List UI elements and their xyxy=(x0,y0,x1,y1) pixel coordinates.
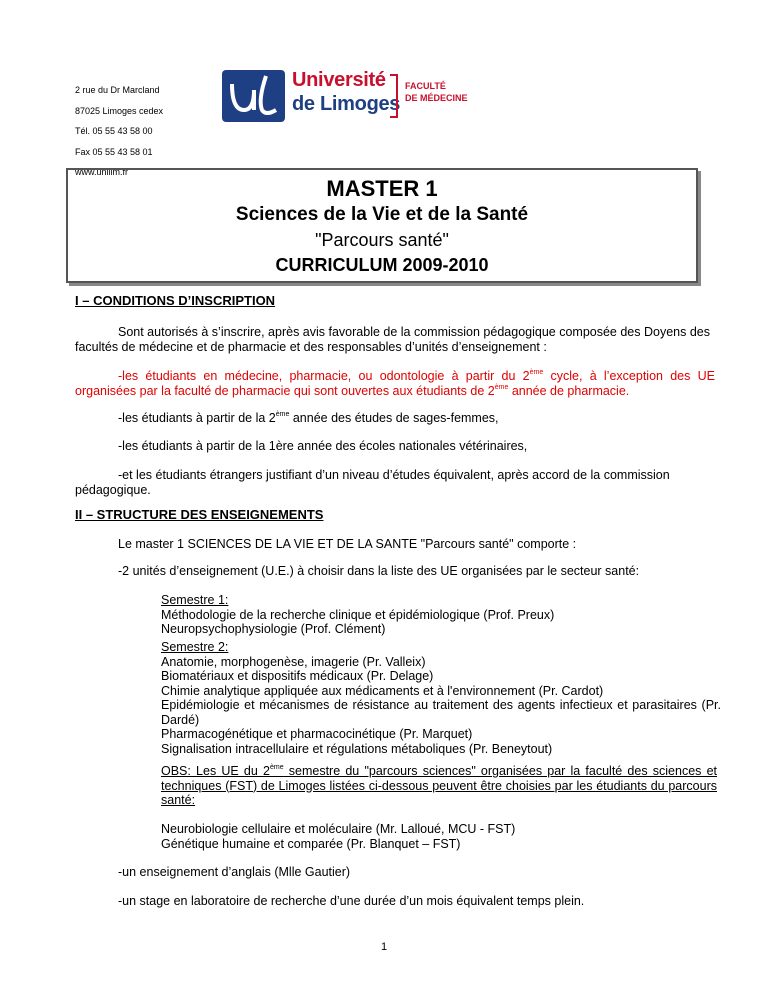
semester2-block xyxy=(161,640,721,756)
logo-bracket xyxy=(390,74,398,118)
semester1-block xyxy=(161,593,721,637)
title-master: MASTER 1 xyxy=(326,176,438,201)
title-parcours: "Parcours santé" xyxy=(315,230,449,250)
semester2-item: Pharmacogénétique et pharmacocinétique (Pr. Marquet) xyxy=(161,727,473,741)
semester2-item: Chimie analytique appliquée aux médicaments et à l'environnement (Pr. Cardot) xyxy=(161,683,604,698)
semester2-item: Epidémiologie et mécanismes de résistance au traitement des agents infectieux et parasitaires (Pr. Dardé) xyxy=(161,698,721,727)
section2-intro: Le master 1 SCIENCES DE LA VIE ET DE LA SANTE "Parcours santé" comporte : xyxy=(118,537,577,551)
university-logo xyxy=(222,70,482,122)
eligibility-midwives: -les étudiants à partir de la 2ème année des études de sages-femmes, xyxy=(118,411,499,425)
ue-intro: -2 unités d’enseignement (U.E.) à choisir dans la liste des UE organisées par le secteur santé: xyxy=(118,564,640,578)
page-number: 1 xyxy=(380,941,388,953)
faculty-line1: FACULTÉ xyxy=(405,81,446,91)
fst-item: Neurobiologie cellulaire et moléculaire (Mr. Lalloué, MCU - FST) xyxy=(161,822,516,836)
semester2-label: Semestre 2: xyxy=(161,640,229,654)
obs-note: OBS: Les UE du 2ème semestre du "parcours sciences" organisées par la faculté des sciences et techniques (FST) de Limoges listées ci-dessous peuvent être choisies par les étudiants du parcours santé: xyxy=(161,764,717,807)
faculty-line2: DE MÉDECINE xyxy=(405,93,468,103)
english-course: -un enseignement d’anglais (Mlle Gautier) xyxy=(118,865,351,879)
semester2-item: Biomatériaux et dispositifs médicaux (Pr. Delage) xyxy=(161,669,434,683)
phone-line: Tél. 05 55 43 58 00 xyxy=(75,126,153,136)
title-box xyxy=(66,168,698,283)
fax-line: Fax 05 55 43 58 01 xyxy=(75,146,153,157)
fst-item: Génétique humaine et comparée (Pr. Blanquet – FST) xyxy=(161,836,461,851)
semester2-item: Signalisation intracellulaire et régulations métaboliques (Pr. Beneytout) xyxy=(161,741,553,756)
title-curriculum: CURRICULUM 2009-2010 xyxy=(275,255,489,275)
section2-heading: II – STRUCTURE DES ENSEIGNEMENTS xyxy=(75,507,324,522)
lab-internship: -un stage en laboratoire de recherche d’une durée d’un mois équivalent temps plein. xyxy=(118,894,585,908)
eligibility-veterinary: -les étudiants à partir de la 1ère année des écoles nationales vétérinaires, xyxy=(118,439,528,453)
logo-text-limoges: de Limoges xyxy=(292,93,401,115)
fst-block xyxy=(161,822,721,851)
logo-text-universite: Université xyxy=(292,69,386,91)
ul-monogram-icon xyxy=(222,70,285,122)
semester1-label: Semestre 1: xyxy=(161,593,229,607)
section1-heading: I – CONDITIONS D’INSCRIPTION xyxy=(75,293,276,308)
address-line: 87025 Limoges cedex xyxy=(75,105,164,116)
address-line: 2 rue du Dr Marcland xyxy=(75,85,160,95)
section1-intro: Sont autorisés à s’inscrire, après avis favorable de la commission pédagogique composée des Doyens des facultés de médecine et de pharmacie et des responsables d’unités d’enseignement : xyxy=(75,325,710,354)
website-line: www.unilim.fr xyxy=(75,167,129,177)
semester1-item: Neuropsychophysiologie (Prof. Clément) xyxy=(161,622,386,636)
eligibility-foreign: -et les étudiants étrangers justifiant d’un niveau d’études équivalent, après accord de la commission pédagogique. xyxy=(75,468,670,497)
faculty-label xyxy=(405,80,468,104)
semester1-item: Méthodologie de la recherche clinique et épidémiologique (Prof. Preux) xyxy=(161,607,555,622)
title-discipline: Sciences de la Vie et de la Santé xyxy=(235,204,529,225)
eligibility-medical: -les étudiants en médecine, pharmacie, ou odontologie à partir du 2ème cycle, à l’exception des UE organisées par la faculté de pharmacie qui sont ouvertes aux étudiants de 2ème année de pharmacie. xyxy=(75,369,715,398)
semester2-item: Anatomie, morphogenèse, imagerie (Pr. Valleix) xyxy=(161,654,426,669)
